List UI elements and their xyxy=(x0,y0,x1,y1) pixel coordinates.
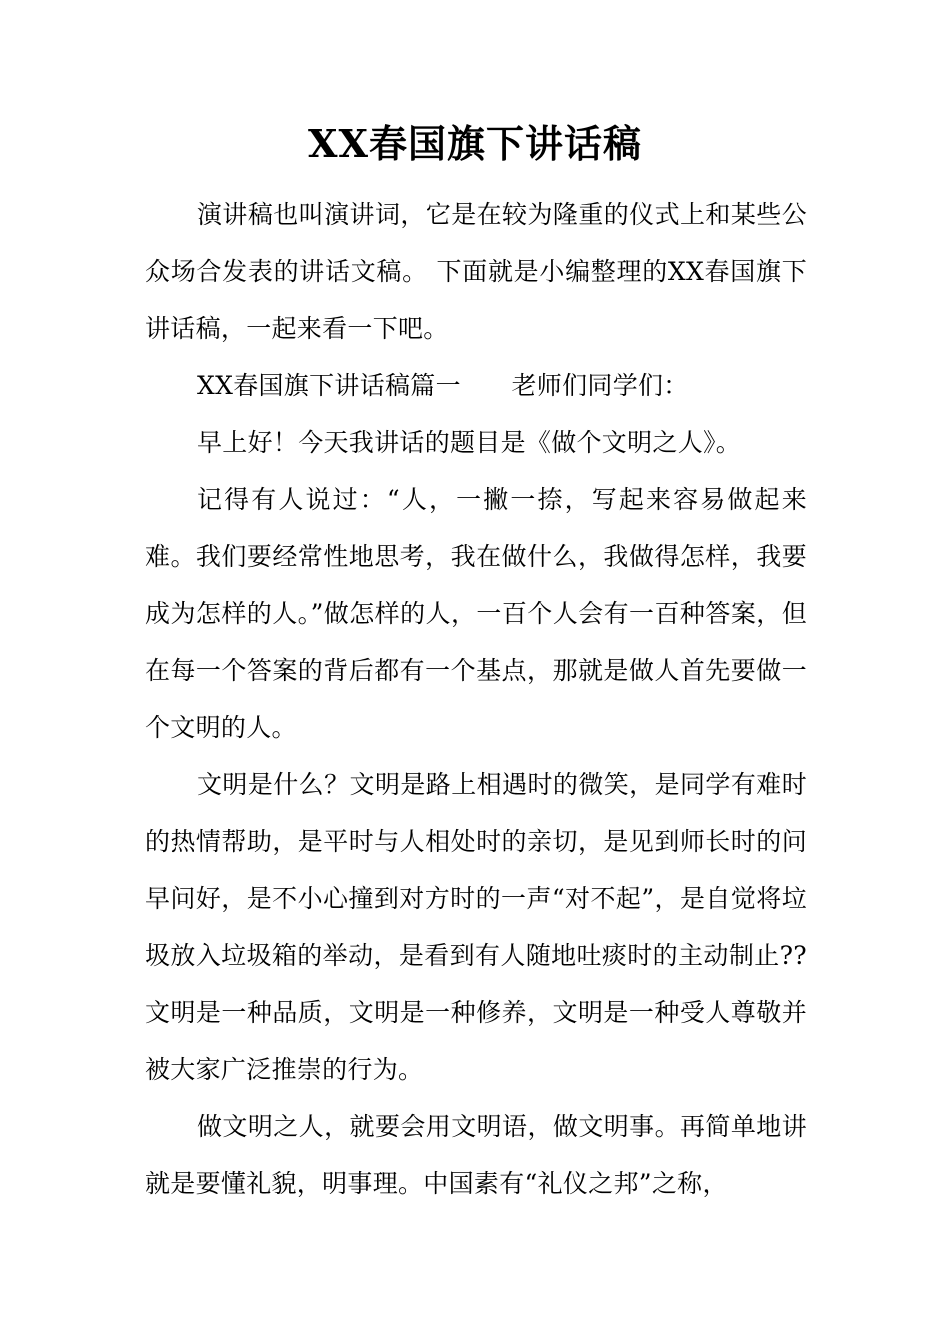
paragraph-speech-heading: XX春国旗下讲话稿篇一 老师们同学们： xyxy=(197,371,689,400)
document-body xyxy=(145,186,807,1212)
paragraph-be-civil: 做文明之人，就要会用文明语，做文明事。再简单地讲就是要懂礼貌，明事理。中国素有“礼仪之邦”之称， xyxy=(145,1112,807,1198)
paragraph-quote: 记得有人说过：“人，一撇一捺，写起来容易做起来难。我们要经常性地思考，我在做什么，我做得怎样，我要成为怎样的人。”做怎样的人，一百个人会有一百种答案，但在每一个答案的背后都有一个基点，那就是做人首先要做一个文明的人。 xyxy=(145,485,807,742)
document-title: XX春国旗下讲话稿 xyxy=(308,121,642,166)
paragraph-greeting: 早上好！今天我讲话的题目是《做个文明之人》。 xyxy=(197,428,742,457)
paragraph-intro: 演讲稿也叫演讲词，它是在较为隆重的仪式上和某些公众场合发表的讲话文稿。 下面就是小编整理的XX春国旗下讲话稿，一起来看一下吧。 xyxy=(145,200,807,343)
paragraph-what-is-civility: 文明是什么？文明是路上相遇时的微笑，是同学有难时的热情帮助，是平时与人相处时的亲切，是见到师长时的问早问好，是不小心撞到对方时的一声“对不起”，是自觉将垃圾放入垃圾箱的举动，是看到有人随地吐痰时的主动制止??文明是一种品质，文明是一种修养，文明是一种受人尊敬并被大家广泛推崇的行为。 xyxy=(145,770,807,1084)
